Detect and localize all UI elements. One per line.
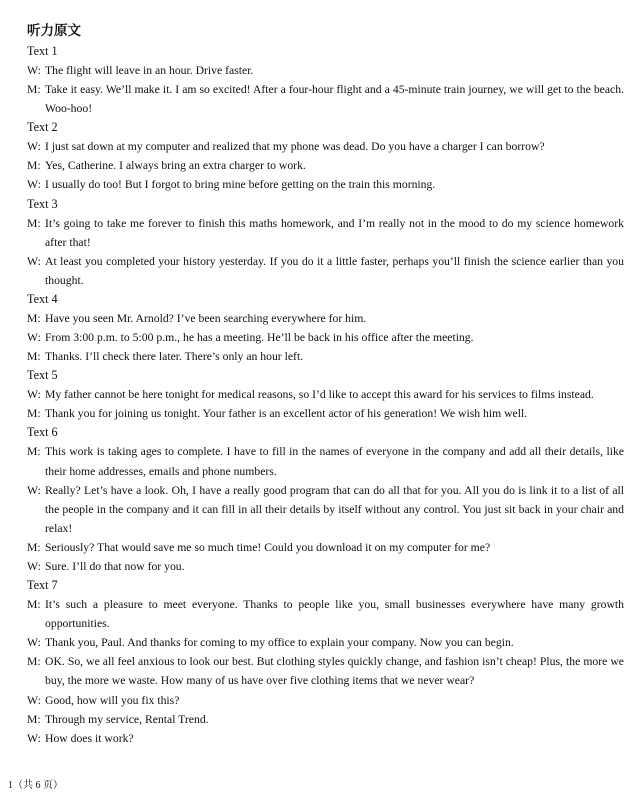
section-label: Text 5 bbox=[27, 368, 58, 383]
dialogue-line bbox=[27, 347, 624, 366]
section-label: Text 3 bbox=[27, 196, 58, 211]
dialogue-text: Thank you for joining us tonight. Your father is an excellent actor of his generation! We wish him well. bbox=[45, 407, 528, 421]
dialogue-text: This work is taking ages to complete. I have to fill in the names of everyone in the company and add all their details, like their home addresses, emails and phone numbers. bbox=[45, 445, 624, 478]
dialogue-text: Thanks. I’ll check there later. There’s only an hour left. bbox=[45, 350, 304, 364]
section-label: Text 6 bbox=[27, 425, 58, 440]
dialogue-line bbox=[27, 557, 624, 576]
dialogue-line bbox=[27, 156, 624, 175]
speaker-label: M: bbox=[27, 712, 41, 726]
dialogue-line bbox=[27, 80, 624, 118]
dialogue-line bbox=[27, 729, 624, 748]
dialogue-line bbox=[27, 691, 624, 710]
dialogue-line bbox=[27, 309, 624, 328]
speaker-label: W: bbox=[27, 388, 41, 402]
dialogue-line bbox=[27, 481, 624, 538]
dialogue-line bbox=[27, 385, 624, 404]
dialogue-text: Have you seen Mr. Arnold? I’ve been searching everywhere for him. bbox=[45, 311, 367, 325]
page-footer: 1（共 6 页） bbox=[8, 780, 63, 791]
dialogue-text: The flight will leave in an hour. Drive faster. bbox=[45, 64, 254, 77]
speaker-label: W: bbox=[27, 636, 41, 650]
speaker-label: M: bbox=[27, 445, 41, 459]
dialogue-text: I just sat down at my computer and realized that my phone was dead. Do you have a charger I can borrow? bbox=[45, 140, 545, 154]
dialogue-line bbox=[27, 442, 624, 480]
dialogue-text: How does it work? bbox=[45, 731, 134, 745]
dialogue-line bbox=[27, 214, 624, 252]
dialogue-text: I usually do too! But I forgot to bring mine before getting on the train this morning. bbox=[45, 178, 436, 192]
dialogue-text: OK. So, we all feel anxious to look our best. But clothing styles quickly change, and fashion isn’t cheap! Plus, the more we buy, the more we waste. How many of us have over five clothing items that we never wear? bbox=[45, 655, 624, 688]
dialogue-text: It’s going to take me forever to finish this maths homework, and I’m really not in the mood to do my science homework after that! bbox=[45, 216, 624, 249]
dialogue-line bbox=[27, 595, 624, 633]
speaker-label: W: bbox=[27, 140, 41, 154]
dialogue-line bbox=[27, 633, 624, 652]
dialogue-text: Sure. I’ll do that now for you. bbox=[45, 559, 185, 573]
dialogue-text: At least you completed your history yesterday. If you do it a little faster, perhaps you’ll finish the science earlier than you thought. bbox=[45, 254, 624, 287]
speaker-label: W: bbox=[27, 331, 41, 345]
dialogue-line bbox=[27, 61, 624, 80]
dialogue-line bbox=[27, 404, 624, 423]
dialogue-text: Through my service, Rental Trend. bbox=[45, 712, 209, 726]
section-label: Text 4 bbox=[27, 291, 58, 306]
speaker-label: W: bbox=[27, 64, 41, 77]
section-label: Text 2 bbox=[27, 120, 58, 135]
speaker-label: W: bbox=[27, 178, 41, 192]
dialogue-text: Thank you, Paul. And thanks for coming to my office to explain your company. Now you can begin. bbox=[45, 636, 514, 650]
speaker-label: M: bbox=[27, 407, 41, 421]
speaker-label: W: bbox=[27, 483, 41, 497]
speaker-label: M: bbox=[27, 540, 41, 554]
dialogue-text: Take it easy. We’ll make it. I am so excited! After a four-hour flight and a 45-minute train journey, we will get to the beach. Woo-hoo! bbox=[45, 83, 624, 116]
dialogue-text: From 3:00 p.m. to 5:00 p.m., he has a meeting. He’ll be back in his office after the meeting. bbox=[45, 331, 474, 345]
speaker-label: M: bbox=[27, 159, 41, 173]
page-title: 听力原文 bbox=[27, 23, 81, 38]
speaker-label: M: bbox=[27, 216, 41, 230]
speaker-label: M: bbox=[27, 83, 41, 97]
dialogue-text: Yes, Catherine. I always bring an extra charger to work. bbox=[45, 159, 306, 173]
transcript-content bbox=[27, 42, 624, 748]
dialogue-text: Seriously? That would save me so much time! Could you download it on my computer for me? bbox=[45, 540, 491, 554]
dialogue-line bbox=[27, 538, 624, 557]
dialogue-line bbox=[27, 328, 624, 347]
dialogue-line bbox=[27, 252, 624, 290]
dialogue-line bbox=[27, 175, 624, 194]
dialogue-text: My father cannot be here tonight for medical reasons, so I’d like to accept this award for his services to films instead. bbox=[45, 388, 594, 402]
dialogue-line bbox=[27, 652, 624, 690]
speaker-label: W: bbox=[27, 254, 41, 268]
speaker-label: W: bbox=[27, 693, 41, 707]
speaker-label: M: bbox=[27, 655, 41, 669]
speaker-label: M: bbox=[27, 350, 41, 364]
speaker-label: W: bbox=[27, 731, 41, 745]
speaker-label: M: bbox=[27, 598, 41, 612]
speaker-label: M: bbox=[27, 311, 41, 325]
dialogue-line bbox=[27, 710, 624, 729]
dialogue-text: Really? Let’s have a look. Oh, I have a really good program that can do all that for you. All you do is link it to a list of all the people in the company and it can fill in all their details by itself without any control. You just sit back in your chair and relax! bbox=[45, 483, 624, 535]
dialogue-text: It’s such a pleasure to meet everyone. Thanks to people like you, small businesses everywhere have many growth opportunities. bbox=[45, 598, 624, 631]
speaker-label: W: bbox=[27, 559, 41, 573]
dialogue-text: Good, how will you fix this? bbox=[45, 693, 180, 707]
section-label: Text 1 bbox=[27, 44, 58, 58]
section-label: Text 7 bbox=[27, 578, 58, 593]
dialogue-line bbox=[27, 137, 624, 156]
